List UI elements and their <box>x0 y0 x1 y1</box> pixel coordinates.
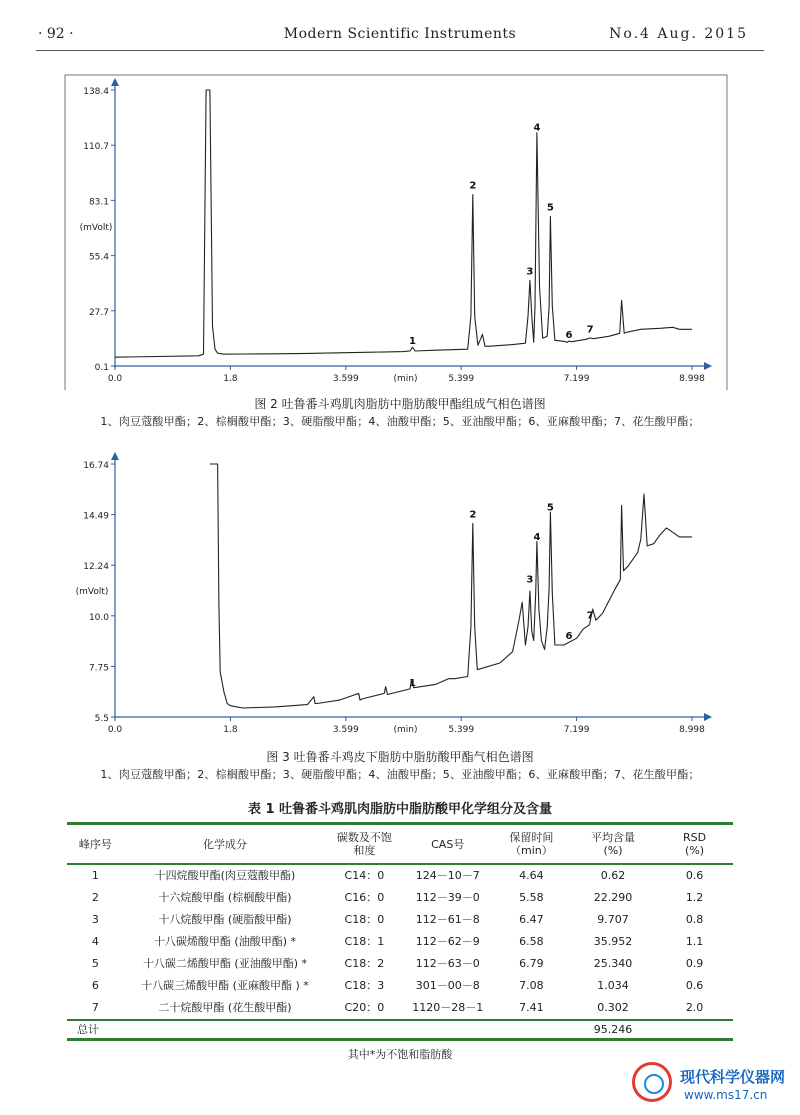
peak-label: 3 <box>526 266 534 278</box>
table-row <box>67 975 733 997</box>
x-axis-title: (min) <box>393 374 418 384</box>
cell-rt: 6.79 <box>519 957 544 970</box>
y-tick-label: 5.5 <box>94 714 109 724</box>
th-peak-no: 峰序号 <box>78 837 112 851</box>
peak-label: 4 <box>533 531 541 543</box>
table-row <box>67 864 733 887</box>
x-tick-label: 7.199 <box>563 374 590 384</box>
th-carbon <box>326 824 402 865</box>
cell-no: 2 <box>91 891 99 904</box>
x-tick-label: 0.0 <box>107 725 123 735</box>
peak-label: 4 <box>533 122 541 134</box>
y-axis-arrow-icon <box>111 78 119 86</box>
cell-rsd: 0.6 <box>685 979 704 992</box>
y-tick-label: 7.75 <box>88 663 109 674</box>
x-tick-label: 7.199 <box>563 725 590 735</box>
cell-carbon: C18：0 <box>344 913 385 926</box>
cell-cas: 301－00－8 <box>415 979 480 992</box>
cell-rt: 6.47 <box>519 913 544 926</box>
cell-content: 35.952 <box>593 935 633 948</box>
cell-rsd: 0.9 <box>685 957 704 970</box>
y-tick-label: 55.4 <box>88 252 109 263</box>
cell-rsd: 2.0 <box>685 1001 704 1014</box>
cell-cas: 112－62－9 <box>415 935 480 948</box>
cell-rt: 4.64 <box>519 869 544 882</box>
total-value: 95.246 <box>570 1020 656 1040</box>
x-tick-label: 3.599 <box>332 725 359 735</box>
cell-compound: 十八碳二烯酸甲酯 (亚油酸甲酯) * <box>142 957 308 970</box>
y-tick-label: 12.24 <box>83 562 109 573</box>
cell-no: 3 <box>91 913 99 926</box>
cell-no: 4 <box>91 935 99 948</box>
cell-no: 6 <box>91 979 99 992</box>
x-axis-title: (min) <box>393 725 418 735</box>
y-tick-label: 14.49 <box>83 511 109 522</box>
th-content-line2: (%) <box>603 844 623 857</box>
cell-compound: 十六烷酸甲酯 (棕榈酸甲酯) <box>158 891 292 904</box>
cell-no: 1 <box>91 869 99 882</box>
total-label: 总计 <box>67 1020 124 1040</box>
x-tick-label: 5.399 <box>448 374 475 384</box>
cell-carbon: C14：0 <box>344 869 385 882</box>
cell-cas: 112－63－0 <box>415 957 480 970</box>
x-axis-arrow-icon <box>704 362 712 370</box>
y-axis-title: (mVolt) <box>79 223 113 233</box>
fatty-acid-table <box>67 822 733 1041</box>
cell-rt: 7.08 <box>519 979 544 992</box>
peak-label: 1 <box>409 678 417 690</box>
peak-label: 6 <box>565 330 573 342</box>
cell-compound: 十八碳烯酸甲酯 (油酸甲酯) * <box>153 935 297 948</box>
cell-carbon: C20：0 <box>344 1001 385 1014</box>
total-empty-cell <box>124 1020 326 1040</box>
peak-label: 5 <box>546 202 554 214</box>
cell-carbon: C16：0 <box>344 891 385 904</box>
running-header <box>0 26 800 48</box>
cell-compound: 二十烷酸甲酯 (花生酸甲酯) <box>158 1001 292 1014</box>
cell-rt: 7.41 <box>519 1001 544 1014</box>
peak-label: 6 <box>565 630 573 642</box>
peak-label: 7 <box>586 610 594 622</box>
x-tick-label: 1.8 <box>223 725 238 735</box>
cell-content: 25.340 <box>593 957 633 970</box>
cell-rsd: 1.1 <box>685 935 704 948</box>
cell-carbon: C18：1 <box>344 935 385 948</box>
y-axis-title: (mVolt) <box>75 587 109 597</box>
table-row <box>67 953 733 975</box>
cell-rsd: 0.8 <box>685 913 704 926</box>
x-tick-label: 8.998 <box>679 725 705 735</box>
watermark-name: 现代科学仪器网 <box>680 1068 786 1086</box>
table-title: 表 1 吐鲁番斗鸡肌肉脂肪中脂肪酸甲化学组分及含量 <box>247 802 553 817</box>
cell-content: 0.62 <box>600 869 626 882</box>
peak-label: 2 <box>469 509 477 521</box>
total-empty-cell <box>493 1020 570 1040</box>
peak-label: 5 <box>546 502 554 514</box>
fig3-legend: 1、肉豆蔻酸甲酯；2、棕榈酸甲酯；3、硬脂酸甲酯；4、油酸甲酯；5、亚油酸甲酯；6、亚麻酸甲酯；7、花生酸甲酯； <box>100 768 700 781</box>
cell-no: 5 <box>91 957 99 970</box>
peak-label: 1 <box>409 336 417 348</box>
chromatogram-fig3 <box>0 452 800 742</box>
cell-content: 22.290 <box>593 891 633 904</box>
fig3-caption: 图 3 吐鲁番斗鸡皮下脂肪中脂肪酸甲酯气相色谱图 <box>266 750 534 764</box>
cell-carbon: C18：3 <box>344 979 385 992</box>
th-content-line1: 平均含量 <box>591 831 636 844</box>
cell-compound: 十四烷酸甲酯(肉豆蔻酸甲酯) <box>154 869 296 882</box>
y-tick-label: 83.1 <box>88 197 109 208</box>
th-carbon-line1: 碳数及不饱 <box>336 831 392 844</box>
chart-frame <box>65 75 727 390</box>
x-tick-label: 8.998 <box>679 374 705 384</box>
th-carbon-line2: 和度 <box>353 844 376 857</box>
chromatogram-trace <box>115 90 692 357</box>
cell-rsd: 1.2 <box>685 891 704 904</box>
cell-content: 1.034 <box>597 979 629 992</box>
cell-compound: 十八碳三烯酸甲酯 (亚麻酸甲酯 ) * <box>141 979 309 992</box>
cell-no: 7 <box>91 1001 99 1014</box>
y-tick-label: 10.0 <box>88 612 109 623</box>
table-row <box>67 909 733 931</box>
total-empty-cell <box>403 1020 493 1040</box>
table-row <box>67 997 733 1020</box>
total-empty-cell <box>326 1020 402 1040</box>
watermark <box>628 1060 798 1108</box>
cell-content: 0.302 <box>597 1001 629 1014</box>
x-axis-arrow-icon <box>704 713 712 721</box>
y-tick-label: 110.7 <box>83 142 109 153</box>
chromatogram-trace <box>210 464 692 708</box>
fig2-legend: 1、肉豆蔻酸甲酯；2、棕榈酸甲酯；3、硬脂酸甲酯；4、油酸甲酯；5、亚油酸甲酯；6、亚麻酸甲酯；7、花生酸甲酯； <box>100 415 700 428</box>
table-row <box>67 931 733 953</box>
issue-info: No.4 Aug. 2015 <box>609 26 748 42</box>
cell-carbon: C18：2 <box>344 957 385 970</box>
th-cas: CAS号 <box>431 837 465 851</box>
total-empty-cell <box>656 1020 733 1040</box>
chromatogram-fig2 <box>0 70 800 390</box>
th-rsd-line1: RSD <box>683 831 707 844</box>
table-footnote: 其中*为不饱和脂肪酸 <box>347 1048 453 1061</box>
x-tick-label: 3.599 <box>332 374 359 384</box>
fig2-caption: 图 2 吐鲁番斗鸡肌肉脂肪中脂肪酸甲酯组成气相色谱图 <box>254 397 546 411</box>
cell-rt: 5.58 <box>519 891 544 904</box>
cell-compound: 十八烷酸甲酯 (硬脂酸甲酯) <box>158 913 292 926</box>
th-compound: 化学成分 <box>202 837 247 851</box>
th-rt <box>493 824 570 865</box>
x-tick-label: 5.399 <box>448 725 475 735</box>
table-header-row <box>67 824 733 865</box>
y-tick-label: 0.1 <box>94 363 109 373</box>
watermark-logo-icon <box>632 1062 672 1102</box>
header-rule <box>36 50 764 51</box>
page-number: · 92 · <box>38 26 74 42</box>
watermark-url: www.ms17.cn <box>684 1088 768 1102</box>
th-rt-line1: 保留时间 <box>509 831 554 844</box>
th-content <box>570 824 656 865</box>
y-tick-label: 16.74 <box>83 461 109 471</box>
cell-rsd: 0.6 <box>685 869 704 882</box>
peak-label: 7 <box>586 324 594 336</box>
peak-label: 2 <box>469 180 477 192</box>
x-tick-label: 1.8 <box>223 374 238 384</box>
th-rsd-line2: (%) <box>685 844 705 857</box>
cell-cas: 112－39－0 <box>415 891 480 904</box>
th-rsd <box>656 824 733 865</box>
cell-rt: 6.58 <box>519 935 544 948</box>
table-row <box>67 887 733 909</box>
th-rt-line2: （min） <box>510 844 553 857</box>
peak-label: 3 <box>526 574 534 586</box>
cell-cas: 112－61－8 <box>415 913 480 926</box>
table-total-row <box>67 1020 733 1040</box>
cell-cas: 124－10－7 <box>415 869 480 882</box>
y-tick-label: 138.4 <box>83 87 109 97</box>
y-axis-arrow-icon <box>111 452 119 460</box>
x-tick-label: 0.0 <box>107 374 123 384</box>
cell-content: 9.707 <box>597 913 629 926</box>
cell-cas: 1120－28－1 <box>412 1001 484 1014</box>
y-tick-label: 27.7 <box>88 307 109 318</box>
journal-title: Modern Scientific Instruments <box>283 26 517 42</box>
